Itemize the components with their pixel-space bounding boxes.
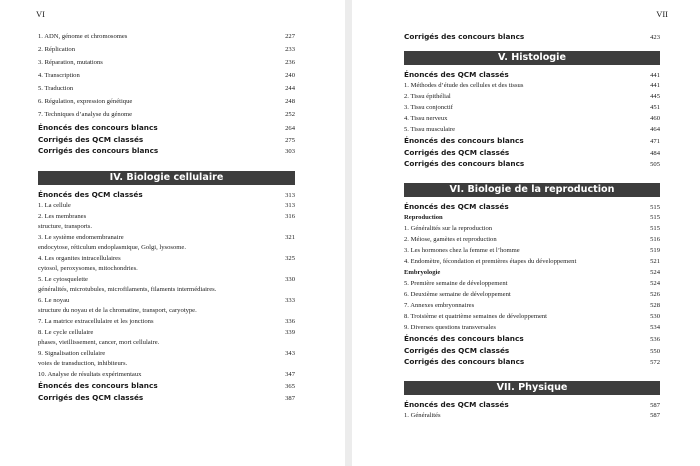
toc-list: [404, 31, 660, 421]
toc-entry[interactable]: [38, 189, 295, 201]
toc-entry-description: [38, 359, 295, 369]
toc-entry-page: 471: [650, 138, 660, 145]
toc-entry-page: 365: [285, 383, 295, 390]
toc-entry[interactable]: [404, 147, 660, 159]
right-page: [352, 0, 700, 466]
toc-entry-page: 587: [650, 401, 660, 409]
toc-entry[interactable]: [404, 256, 660, 267]
toc-entry[interactable]: [404, 245, 660, 256]
toc-entry[interactable]: [404, 158, 660, 170]
toc-entry-page: 445: [650, 93, 660, 100]
toc-entry-page: 524: [650, 269, 660, 276]
toc-entry[interactable]: [38, 232, 295, 243]
toc-entry-page: 534: [650, 324, 660, 331]
toc-entry[interactable]: [38, 200, 295, 211]
toc-entry-title: 1. Généralités sur la reproduction: [404, 225, 493, 232]
toc-entry[interactable]: [404, 300, 660, 311]
toc-entry-title: 5. Traduction: [38, 85, 74, 92]
toc-entry-title: 4. Tissu nerveux: [404, 115, 448, 122]
toc-entry-title: Corrigés des concours blancs: [38, 146, 159, 155]
section-banner: IV. Biologie cellulaire: [38, 171, 295, 185]
toc-entry-title: Énoncés des QCM classés: [404, 399, 509, 409]
toc-entry-title: 6. Deuxième semaine de développement: [404, 291, 511, 298]
section-banner: VI. Biologie de la reproduction: [404, 183, 660, 197]
toc-entry-page: 387: [285, 394, 295, 402]
toc-entry-title: Énoncés des QCM classés: [38, 189, 143, 199]
toc-entry-page: 536: [650, 336, 660, 343]
toc-entry-description: [38, 264, 295, 274]
toc-entry[interactable]: [404, 278, 660, 289]
section-banner: VII. Physique: [404, 381, 660, 395]
toc-entry-page: 339: [285, 329, 295, 336]
toc-entry-page: 528: [650, 302, 660, 309]
toc-entry-title: Énoncés des concours blancs: [404, 334, 524, 343]
toc-entry[interactable]: [38, 253, 295, 264]
toc-entry-title: 7. Annexes embryonnaires: [404, 302, 475, 309]
toc-entry[interactable]: [404, 356, 660, 368]
toc-entry[interactable]: [38, 380, 295, 392]
toc-entry-description: [38, 222, 295, 232]
toc-entry[interactable]: [404, 212, 660, 223]
toc-entry-title: 8. Le cycle cellulaire: [38, 329, 94, 336]
toc-entry-title: voies de transduction, inhibiteurs.: [38, 360, 128, 367]
toc-entry[interactable]: [38, 392, 295, 404]
toc-entry[interactable]: [404, 201, 660, 213]
toc-entry[interactable]: [38, 122, 295, 134]
toc-entry[interactable]: [404, 31, 660, 43]
toc-entry-title: 2. Les membranes: [38, 213, 87, 220]
toc-entry[interactable]: [38, 316, 295, 327]
toc-entry-page: 441: [650, 82, 660, 89]
left-page: [0, 0, 345, 466]
toc-entry-title: Énoncés des QCM classés: [404, 69, 509, 79]
toc-entry-description: [38, 243, 295, 253]
toc-entry-title: Corrigés des concours blancs: [404, 159, 525, 168]
toc-entry-title: 2. Méiose, gamètes et reproduction: [404, 236, 497, 243]
toc-entry-page: 227: [285, 33, 295, 40]
toc-entry-title: Énoncés des QCM classés: [404, 201, 509, 211]
page-number: VII: [656, 9, 668, 19]
toc-entry[interactable]: [38, 274, 295, 285]
toc-entry-title: 6. Le noyau: [38, 297, 70, 304]
toc-entry[interactable]: [404, 399, 660, 411]
toc-entry-page: 519: [650, 247, 660, 254]
toc-entry-title: 1. ADN, génome et chromosomes: [38, 33, 128, 40]
toc-entry-page: 572: [650, 359, 660, 366]
toc-entry-title: 3. Réparation, mutations: [38, 59, 103, 66]
toc-entry-page: 316: [285, 213, 295, 220]
toc-entry[interactable]: [38, 70, 295, 83]
toc-entry-title: 10. Analyse de résultats expérimentaux: [38, 371, 142, 378]
toc-entry-page: 313: [285, 202, 295, 209]
toc-entry[interactable]: [404, 311, 660, 322]
toc-entry[interactable]: [404, 223, 660, 234]
toc-entry-title: 5. Tissu musculaire: [404, 126, 456, 133]
toc-entry-title: 2. Réplication: [38, 46, 75, 53]
toc-entry-page: 236: [285, 59, 295, 66]
toc-entry-page: 464: [650, 126, 660, 133]
toc-entry-title: 8. Troisième et quatrième semaines de développement: [404, 313, 548, 320]
toc-entry[interactable]: [404, 410, 660, 421]
toc-entry-page: 524: [650, 280, 660, 287]
toc-list: [38, 31, 295, 403]
toc-entry[interactable]: [38, 348, 295, 359]
toc-entry-page: 451: [650, 104, 660, 111]
toc-entry-page: 484: [650, 149, 660, 157]
toc-entry-title: 4. Les organites intracellulaires: [38, 255, 121, 262]
toc-entry-title: 9. Diverses questions transversales: [404, 324, 496, 331]
toc-entry-page: 244: [285, 85, 295, 92]
toc-entry-title: 5. Le cytosquelette: [38, 276, 88, 283]
toc-entry[interactable]: [404, 289, 660, 300]
toc-entry-title: 1. Méthodes d’étude des cellules et des tissus: [404, 82, 524, 89]
toc-entry-title: 1. La cellule: [38, 202, 71, 209]
toc-entry-page: 303: [285, 148, 295, 155]
toc-entry[interactable]: [404, 333, 660, 345]
toc-entry[interactable]: [38, 211, 295, 222]
toc-entry-title: 4. Transcription: [38, 72, 80, 79]
toc-entry-page: 240: [285, 72, 295, 79]
toc-entry-page: 264: [285, 125, 295, 132]
toc-entry-page: 460: [650, 115, 660, 122]
toc-entry-title: 6. Régulation, expression génétique: [38, 98, 133, 105]
toc-entry[interactable]: [404, 124, 660, 135]
toc-entry[interactable]: [38, 109, 295, 122]
toc-entry[interactable]: [404, 234, 660, 245]
page-number: VI: [36, 9, 45, 19]
toc-entry-page: 515: [650, 203, 660, 211]
toc-entry-title: Corrigés des QCM classés: [38, 134, 144, 144]
toc-entry-page: 248: [285, 98, 295, 105]
toc-entry-page: 252: [285, 111, 295, 118]
toc-entry[interactable]: [404, 322, 660, 333]
toc-entry-title: généralités, microtubules, microfilaments, filaments intermédiaires.: [38, 286, 217, 293]
toc-entry[interactable]: [38, 295, 295, 306]
toc-entry[interactable]: [404, 102, 660, 113]
toc-entry-title: Énoncés des concours blancs: [404, 136, 524, 145]
toc-entry-page: 313: [285, 191, 295, 199]
toc-entry[interactable]: [38, 31, 295, 44]
toc-entry-page: 333: [285, 297, 295, 304]
toc-entry[interactable]: [404, 113, 660, 124]
toc-entry-title: phases, vieillissement, cancer, mort cellulaire.: [38, 339, 160, 346]
toc-entry[interactable]: [38, 145, 295, 157]
toc-entry-page: 526: [650, 291, 660, 298]
toc-entry-page: 515: [650, 225, 660, 232]
toc-entry-title: Corrigés des concours blancs: [404, 357, 525, 366]
toc-entry-title: structure du noyau et de la chromatine, transport, caryotype.: [38, 307, 197, 314]
toc-entry-title: Corrigés des QCM classés: [404, 147, 510, 157]
toc-entry-description: [38, 285, 295, 295]
toc-entry-title: Corrigés des QCM classés: [404, 345, 510, 355]
toc-entry-page: 550: [650, 347, 660, 355]
toc-entry-title: 3. Les hormones chez la femme et l’homme: [404, 247, 520, 254]
toc-entry-title: endocytose, réticulum endoplasmique, Golgi, lysosome.: [38, 244, 186, 251]
toc-entry-title: 5. Première semaine de développement: [404, 280, 508, 287]
toc-entry-description: [38, 338, 295, 348]
toc-entry[interactable]: [404, 345, 660, 357]
toc-entry-title: structure, transports.: [38, 223, 93, 230]
toc-entry-page: 347: [285, 371, 295, 378]
toc-entry-page: 521: [650, 258, 660, 265]
toc-entry-title: Embryologie: [404, 269, 441, 276]
toc-entry[interactable]: [404, 267, 660, 278]
toc-entry-title: 7. Techniques d’analyse du génome: [38, 111, 133, 118]
toc-entry-page: 330: [285, 276, 295, 283]
toc-entry[interactable]: [38, 83, 295, 96]
toc-entry-title: Reproduction: [404, 214, 443, 221]
toc-entry-title: Corrigés des QCM classés: [38, 392, 144, 402]
toc-entry-title: 7. La matrice extracellulaire et les jonctions: [38, 318, 154, 325]
toc-entry-page: 587: [650, 412, 660, 419]
toc-entry-page: 515: [650, 214, 660, 221]
toc-entry-title: 1. Généralités: [404, 412, 441, 419]
toc-entry-title: 3. Le système endomembranaire: [38, 234, 124, 241]
toc-entry[interactable]: [38, 134, 295, 146]
toc-entry-description: [38, 306, 295, 316]
toc-entry-title: Énoncés des concours blancs: [38, 381, 158, 390]
toc-entry-page: 336: [285, 318, 295, 325]
toc-entry[interactable]: [404, 80, 660, 91]
toc-entry-page: 233: [285, 46, 295, 53]
toc-entry-title: Corrigés des concours blancs: [404, 32, 525, 41]
page-gutter: [345, 0, 352, 466]
toc-entry-page: 325: [285, 255, 295, 262]
toc-entry[interactable]: [38, 57, 295, 70]
toc-entry-title: 4. Endomètre, fécondation et premières étapes du développement: [404, 258, 577, 265]
toc-entry-page: 343: [285, 350, 295, 357]
toc-entry[interactable]: [38, 327, 295, 338]
toc-entry[interactable]: [404, 69, 660, 81]
toc-entry-page: 275: [285, 136, 295, 144]
toc-entry-page: 505: [650, 161, 660, 168]
toc-entry-page: 321: [285, 234, 295, 241]
section-banner: V. Histologie: [404, 51, 660, 65]
toc-entry[interactable]: [38, 44, 295, 57]
toc-entry-title: Énoncés des concours blancs: [38, 123, 158, 132]
toc-entry-page: 516: [650, 236, 660, 243]
toc-entry-title: 3. Tissu conjonctif: [404, 104, 453, 111]
toc-entry-title: 2. Tissu épithélial: [404, 93, 451, 100]
toc-entry-title: 9. Signalisation cellulaire: [38, 350, 106, 357]
toc-entry[interactable]: [38, 96, 295, 109]
toc-entry[interactable]: [404, 135, 660, 147]
toc-entry-title: cytosol, peroxysomes, mitochondries.: [38, 265, 138, 272]
toc-entry[interactable]: [404, 91, 660, 102]
toc-entry-page: 441: [650, 71, 660, 79]
toc-entry[interactable]: [38, 369, 295, 380]
toc-entry-page: 423: [650, 34, 660, 41]
toc-entry-page: 530: [650, 313, 660, 320]
